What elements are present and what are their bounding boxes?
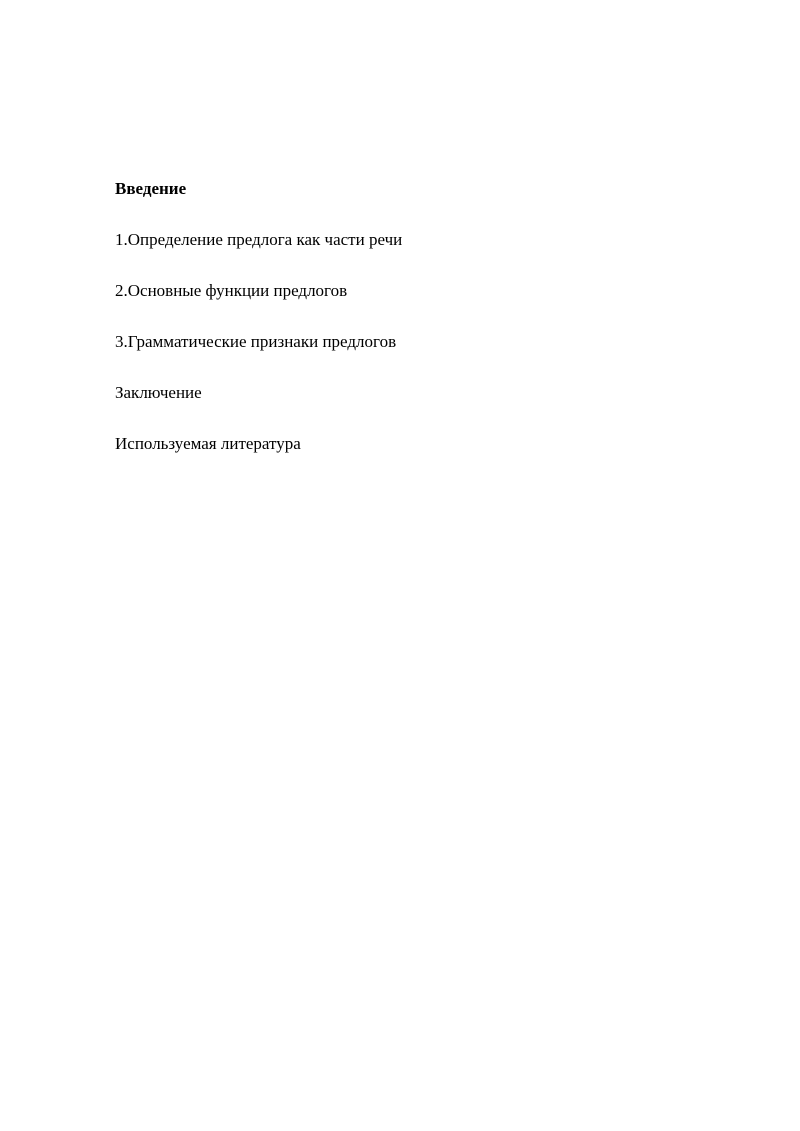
toc-entry-chapter-3: 3.Грамматические признаки предлогов xyxy=(115,332,397,351)
toc-entry-introduction: Введение xyxy=(115,179,187,198)
toc-entry-references: Используемая литература xyxy=(115,434,301,453)
toc-entry-chapter-2: 2.Основные функции предлогов xyxy=(115,281,348,300)
table-of-contents xyxy=(115,178,715,484)
toc-entry-conclusion: Заключение xyxy=(115,383,202,402)
toc-entry-chapter-1: 1.Определение предлога как части речи xyxy=(115,230,403,249)
